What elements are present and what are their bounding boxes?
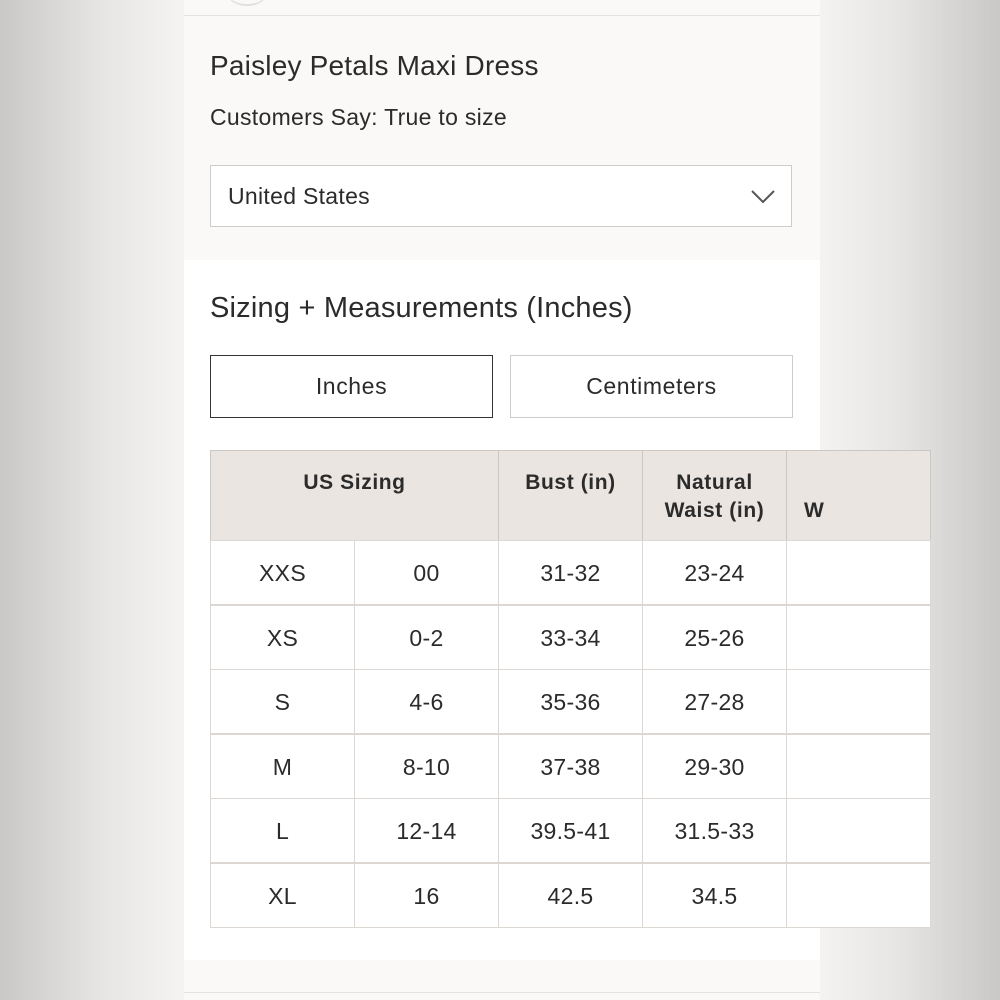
- top-avatar-edge: [222, 0, 272, 6]
- cell-partial: [786, 798, 931, 863]
- header-partial: [786, 450, 931, 541]
- header-label: US Sizing: [303, 471, 406, 494]
- cell-partial: [786, 605, 931, 670]
- product-title: Paisley Petals Maxi Dress: [210, 50, 539, 81]
- header-label: Natural: [676, 471, 753, 494]
- cell-size: M: [210, 734, 355, 799]
- cell-waist: 29-30: [642, 734, 787, 799]
- cell-waist: 25-26: [642, 605, 787, 670]
- sizing-title: Sizing + Measurements (Inches): [210, 292, 633, 324]
- cell-bust: 31-32: [498, 540, 643, 605]
- cell-waist: 34.5: [642, 863, 787, 928]
- cell-bust: 42.5: [498, 863, 643, 928]
- cell-us-size: 16: [354, 863, 499, 928]
- unit-button-inches[interactable]: Inches: [210, 355, 493, 418]
- cell-size: XL: [210, 863, 355, 928]
- header-label: Bust (in): [525, 471, 616, 494]
- cell-partial: [786, 540, 931, 605]
- header-label: W: [804, 499, 825, 522]
- cell-bust: 33-34: [498, 605, 643, 670]
- header-bust: [498, 450, 643, 541]
- header-us-sizing: [210, 450, 499, 541]
- cell-us-size: 8-10: [354, 734, 499, 799]
- cell-bust: 35-36: [498, 669, 643, 734]
- size-guide-panel: [184, 0, 825, 1000]
- cell-us-size: 12-14: [354, 798, 499, 863]
- cell-us-size: 00: [354, 540, 499, 605]
- cell-waist: 27-28: [642, 669, 787, 734]
- cell-partial: [786, 669, 931, 734]
- cell-bust: 39.5-41: [498, 798, 643, 863]
- cell-us-size: 0-2: [354, 605, 499, 670]
- fit-note: Customers Say: True to size: [210, 104, 507, 130]
- cell-partial: [786, 734, 931, 799]
- cell-us-size: 4-6: [354, 669, 499, 734]
- cell-partial: [786, 863, 931, 928]
- cell-size: XXS: [210, 540, 355, 605]
- header-label: Waist (in): [664, 499, 765, 522]
- divider: [184, 992, 820, 993]
- country-select[interactable]: [210, 165, 792, 227]
- cell-waist: 31.5-33: [642, 798, 787, 863]
- divider: [184, 15, 820, 16]
- chevron-down-icon: [749, 182, 777, 210]
- cell-waist: 23-24: [642, 540, 787, 605]
- cell-size: S: [210, 669, 355, 734]
- cell-size: L: [210, 798, 355, 863]
- unit-button-centimeters[interactable]: Centimeters: [510, 355, 793, 418]
- header-natural-waist: [642, 450, 787, 541]
- country-select-value: United States: [228, 183, 370, 209]
- cell-bust: 37-38: [498, 734, 643, 799]
- cell-size: XS: [210, 605, 355, 670]
